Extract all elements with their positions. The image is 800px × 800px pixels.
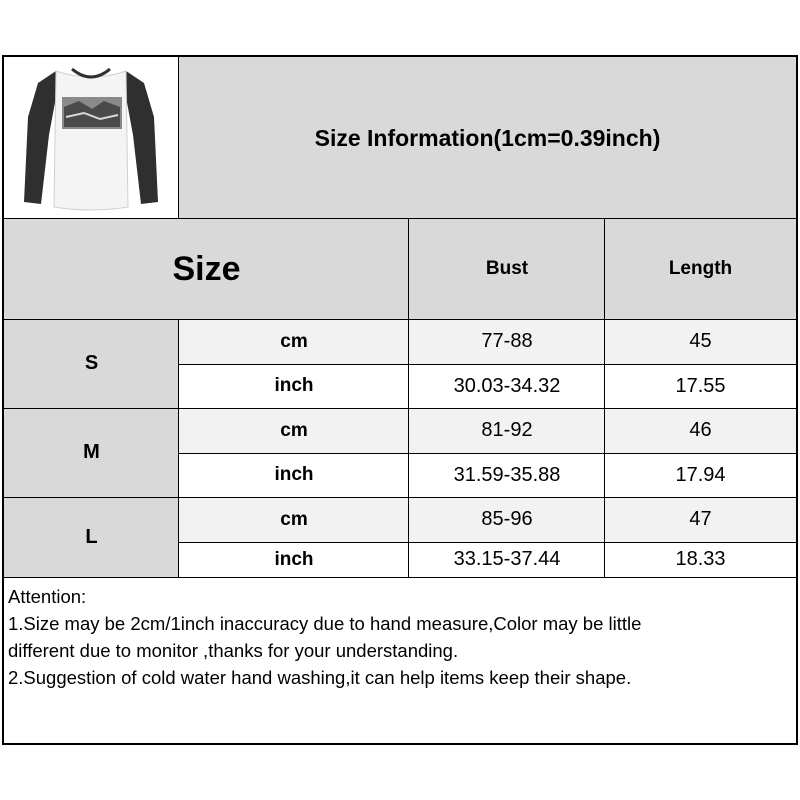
page-title: Size Information(1cm=0.39inch) — [314, 124, 661, 151]
size-label: M — [83, 441, 100, 463]
table-row — [179, 497, 796, 542]
grid-line — [4, 218, 796, 219]
grid-line — [4, 497, 796, 498]
grid-line — [178, 57, 179, 219]
length-value: 17.55 — [675, 374, 726, 397]
table-row — [179, 408, 796, 453]
unit-label: cm — [280, 330, 308, 352]
bust-value: 77-88 — [481, 330, 533, 352]
size-chart-frame — [2, 55, 798, 745]
table-row — [179, 364, 796, 408]
size-label: L — [85, 525, 98, 548]
product-image — [4, 57, 179, 219]
length-header-label: Length — [668, 258, 733, 279]
unit-label: cm — [280, 419, 308, 441]
note-line: 2.Suggestion of cold water hand washing,it can help items keep their shape. — [8, 667, 632, 688]
size-cell-l — [4, 497, 179, 577]
note-line: different due to monitor ,thanks for your understanding. — [8, 640, 459, 661]
grid-line — [604, 219, 605, 577]
table-row — [179, 319, 796, 364]
size-header-cell — [4, 219, 409, 319]
bust-value: 85-96 — [481, 508, 533, 530]
size-header-label: Size — [172, 249, 241, 288]
bust-value: 30.03-34.32 — [453, 374, 561, 397]
bust-value: 33.15-37.44 — [453, 548, 561, 570]
note-line: 1.Size may be 2cm/1inch inaccuracy due to hand measure,Color may be little — [8, 613, 642, 634]
bust-value: 81-92 — [481, 419, 533, 441]
table-row — [179, 453, 796, 497]
size-label: S — [84, 352, 99, 374]
notes-heading: Attention: — [8, 586, 87, 607]
unit-label: inch — [274, 375, 314, 396]
length-value: 46 — [689, 419, 712, 441]
notes-section — [8, 583, 792, 733]
bust-header-cell — [409, 219, 605, 319]
grid-line — [408, 219, 409, 577]
grid-line — [179, 453, 796, 454]
grid-line — [4, 577, 796, 578]
length-value: 45 — [689, 330, 712, 352]
grid-line — [4, 319, 796, 320]
table-row — [179, 542, 796, 577]
length-value: 17.94 — [675, 463, 726, 486]
size-cell-m — [4, 408, 179, 497]
bust-value: 31.59-35.88 — [453, 463, 561, 486]
unit-label: cm — [280, 508, 308, 530]
unit-label: inch — [274, 548, 314, 570]
bust-header-label: Bust — [485, 258, 529, 279]
product-image-cell — [4, 57, 179, 219]
grid-line — [179, 542, 796, 543]
length-value: 47 — [689, 508, 712, 530]
unit-label: inch — [274, 464, 314, 485]
length-header-cell — [605, 219, 796, 319]
grid-line — [179, 364, 796, 365]
title-cell — [179, 57, 796, 219]
size-cell-s — [4, 319, 179, 408]
grid-line — [178, 319, 179, 577]
length-value: 18.33 — [675, 548, 726, 570]
grid-line — [4, 408, 796, 409]
